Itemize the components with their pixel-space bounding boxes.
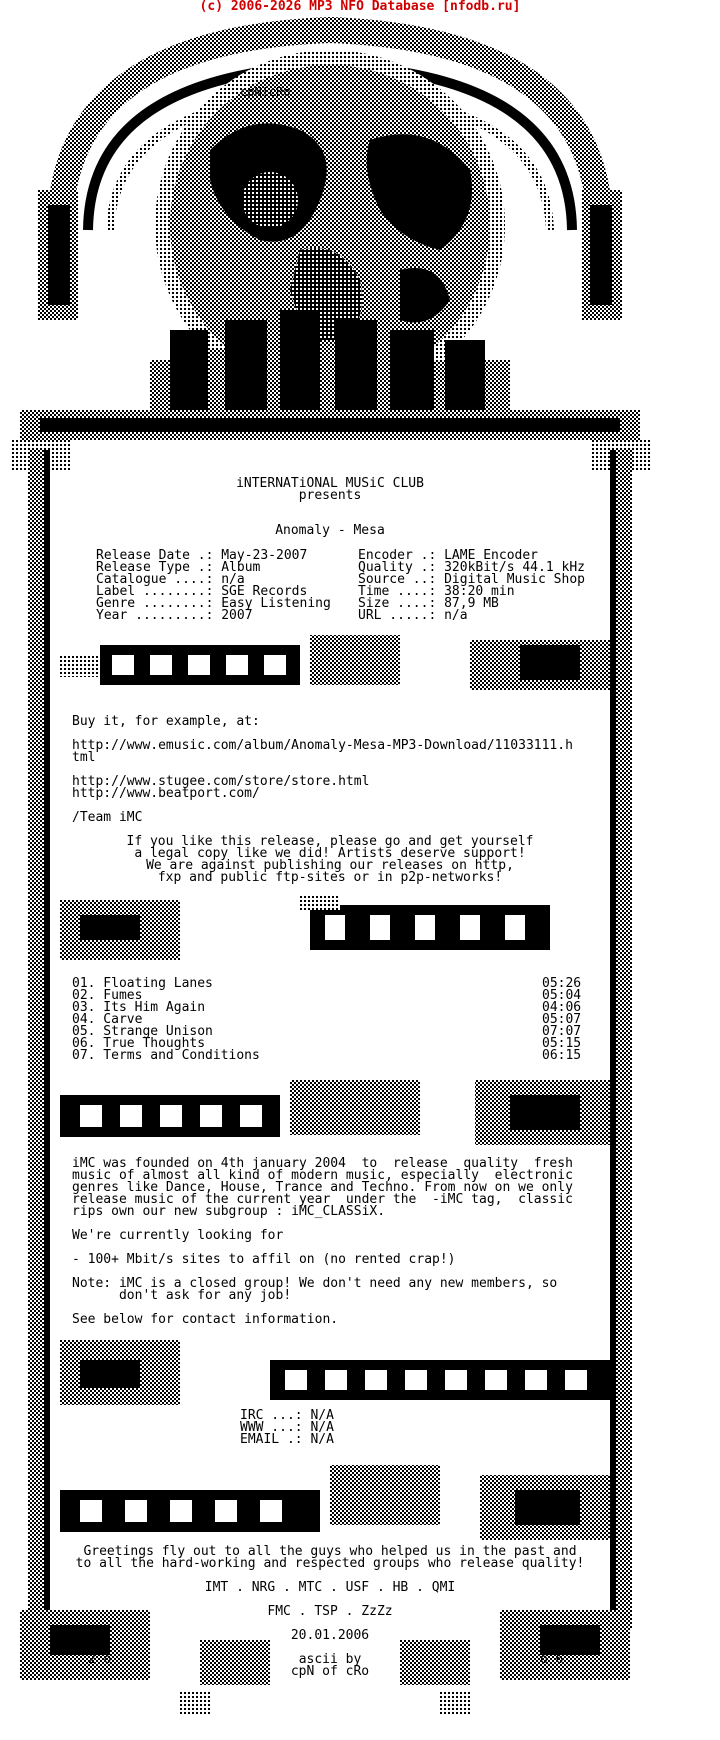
news-paragraph-line: release music of the current year under the -iMC tag, classic — [72, 1192, 573, 1207]
info-left-row: Release Date .: May-23-2007 — [96, 548, 308, 563]
shop-link-emusic[interactable]: http://www.emusic.com/album/Anomaly-Mesa-MP3-Download/11033111.h — [72, 738, 573, 753]
greets-line: Greetings fly out to all the guys who helped us in the past and — [83, 1544, 577, 1559]
shop-link-beatport[interactable]: http://www.beatport.com/ — [72, 786, 260, 801]
ascii-by-label: ascii by — [298, 1652, 362, 1667]
info-right-row: Size ....: 87,9 MB — [358, 596, 499, 611]
team-signature: /Team iMC — [72, 810, 143, 825]
track-time: 05:26 — [542, 976, 582, 991]
contact-email: EMAIL .: N/A — [240, 1432, 334, 1447]
info-right-row: Quality .: 320kBit/s 44.1 kHz — [358, 560, 585, 575]
support-line: a legal copy like we did! Artists deserve support! — [134, 846, 526, 861]
support-line: If you like this release, please go and get yourself — [126, 834, 534, 849]
track-time: 05:04 — [542, 988, 582, 1003]
greets-section-header — [60, 1465, 610, 1540]
info-right-row: URL .....: n/a — [358, 608, 468, 623]
release-title: Anomaly - Mesa — [275, 523, 385, 538]
info-left-row: Label ........: SGE Records — [96, 584, 308, 599]
contact-www: WWW ...: N/A — [240, 1420, 334, 1435]
info-left-row: Release Type .: Album — [96, 560, 261, 575]
info-left-row: Year .........: 2007 — [96, 608, 253, 623]
track-title: 04. Carve — [72, 1012, 143, 1027]
track-time: 04:06 — [542, 1000, 582, 1015]
group-name: iNTERNATiONAL MUSiC CLUB — [236, 476, 424, 491]
track-time: 06:15 — [542, 1048, 582, 1063]
news-paragraph-line: music of almost all kind of modern music, especially electronic — [72, 1168, 573, 1183]
support-line: We are against publishing our releases on http, — [146, 858, 514, 873]
presents-label: presents — [298, 488, 362, 503]
news-paragraph-line: iMC was founded on 4th january 2004 to release quality fresh — [72, 1156, 573, 1171]
contact-irc: IRC ...: N/A — [240, 1408, 334, 1423]
looking-item: - 100+ Mbit/s sites to affil on (no rented crap!) — [72, 1252, 456, 1267]
track-title: 07. Terms and Conditions — [72, 1048, 260, 1063]
track-title: 06. True Thoughts — [72, 1036, 206, 1051]
tracklist-section-header — [60, 895, 550, 960]
right-tag: o 6 — [540, 1652, 564, 1667]
track-title: 01. Floating Lanes — [72, 976, 213, 991]
notes-section-header — [60, 635, 610, 690]
info-right-row: Encoder .: LAME Encoder — [358, 548, 539, 563]
news-paragraph-line: rips own our new subgroup : iMC_CLASSiX. — [72, 1204, 386, 1219]
greets-line: to all the hard-working and respected groups who release quality! — [75, 1556, 585, 1571]
news-section-header — [60, 1080, 610, 1145]
info-right-row: Time ....: 38:20 min — [358, 584, 515, 599]
buy-line: Buy it, for example, at: — [72, 714, 260, 729]
globe-headphone-logo — [10, 30, 650, 470]
news-paragraph-line: genres like Dance, House, Trance and Techno. From now on we only — [72, 1180, 573, 1195]
shop-link-stugee[interactable]: http://www.stugee.com/store/store.html — [72, 774, 370, 789]
source-banner-link[interactable]: (c) 2006-2026 MP3 NFO Database [nfodb.ru] — [199, 0, 521, 14]
info-left-row: Genre ........: Easy Listening — [96, 596, 331, 611]
track-title: 03. Its Him Again — [72, 1000, 206, 1015]
shop-link-emusic-cont[interactable]: tml — [72, 750, 96, 765]
track-title: 02. Fumes — [72, 988, 143, 1003]
greets-groups: IMT . NRG . MTC . USF . HB . QMI — [204, 1580, 456, 1595]
track-time: 05:15 — [542, 1036, 582, 1051]
art-credit-top: cpN!cRo — [240, 85, 291, 99]
ascii-author: cpN of cRo — [290, 1664, 370, 1679]
note-line: Note: iMC is a closed group! We don't need any new members, so — [72, 1276, 558, 1291]
contact-section-header — [60, 1340, 610, 1405]
support-line: fxp and public ftp-sites or in p2p-networks! — [157, 870, 503, 885]
looking-for: We're currently looking for — [72, 1228, 284, 1243]
track-time: 05:07 — [542, 1012, 582, 1027]
greets-groups: FMC . TSP . ZzZz — [267, 1604, 393, 1619]
release-date-footer: 20.01.2006 — [290, 1628, 370, 1643]
info-right-row: Source ..: Digital Music Shop — [358, 572, 585, 587]
contact-info-line: See below for contact information. — [72, 1312, 339, 1327]
track-time: 07:07 — [542, 1024, 582, 1039]
track-title: 05. Strange Unison — [72, 1024, 213, 1039]
info-left-row: Catalogue ....: n/a — [96, 572, 245, 587]
left-tag: 2 o — [88, 1652, 112, 1667]
note-line: don't ask for any job! — [72, 1288, 292, 1303]
